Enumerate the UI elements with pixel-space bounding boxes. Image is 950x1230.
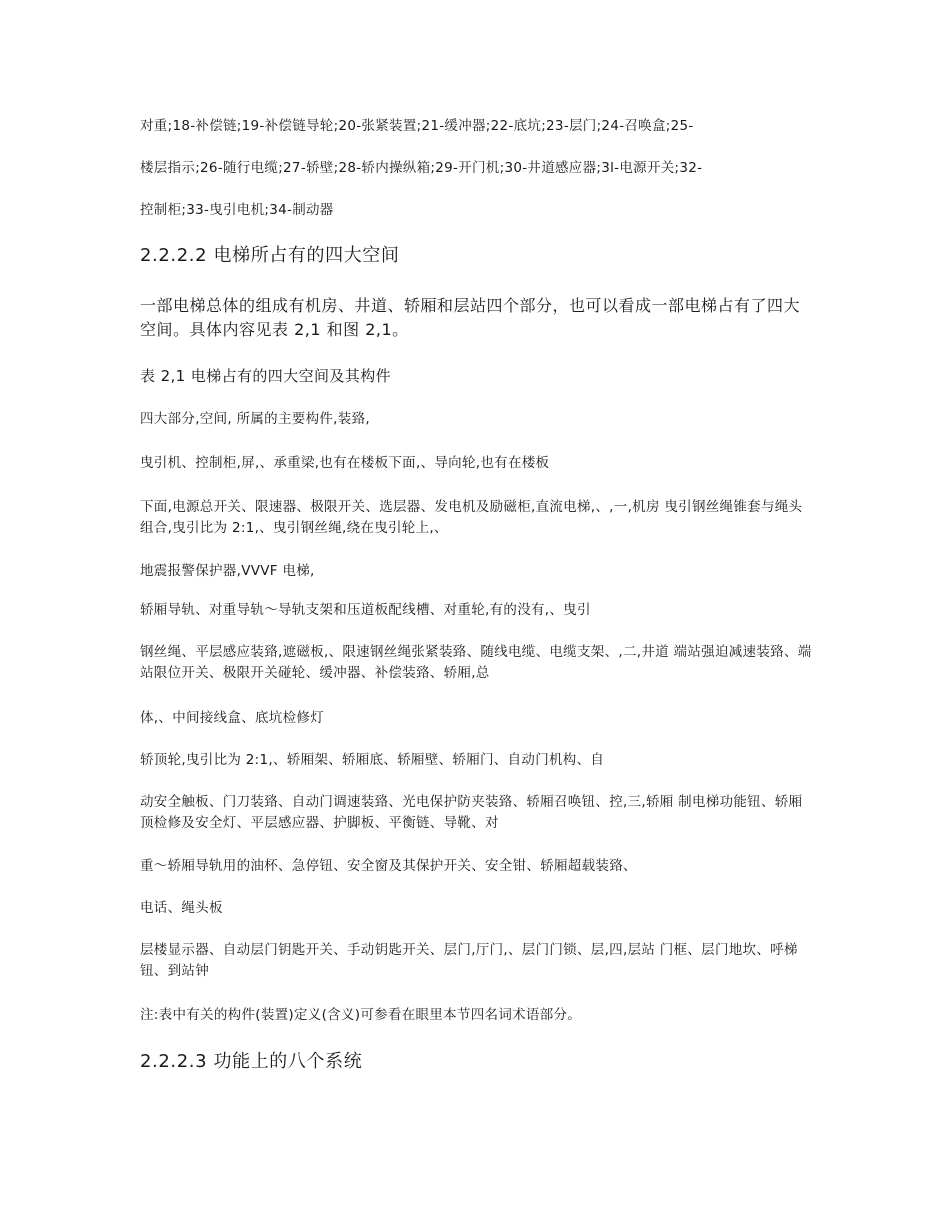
table-line: 动安全触板、门刀装臵、自动门调速装臵、光电保护防夹装臵、轿厢召唤钮、控,三,轿厢 制电梯功能钮、轿厢顶检修及安全灯、平层感应器、护脚板、平衡链、导靴、对 [140, 794, 803, 831]
legend-line-3: 控制柜;33-曳引电机;34-制动器 [140, 202, 334, 218]
section-heading-eight-systems: 2.2.2.3 功能上的八个系统 [140, 1051, 363, 1072]
table-line: 电话、绳头板 [140, 900, 223, 916]
table-caption: 表 2,1 电梯占有的四大空间及其构件 [140, 367, 391, 385]
legend-line-2: 楼层指示;26-随行电缆;27-轿壁;28-轿内操纵箱;29-开门机;30-井道感应器;3l-电源开关;32- [140, 160, 703, 176]
table-line: 体,、中间接线盒、底坑检修灯 [140, 710, 324, 726]
table-line: 重～轿厢导轨用的油杯、急停钮、安全窗及其保护开关、安全钳、轿厢超载装臵、 [140, 858, 637, 874]
table-line: 钢丝绳、平层感应装臵,遮磁板,、限速钢丝绳张紧装臵、随线电缆、电缆支架、,二,井道 端站强迫减速装臵、端站限位开关、极限开关碰轮、缓冲器、补偿装臵、轿厢,总 [140, 644, 812, 681]
table-line: 轿厢导轨、对重导轨～导轨支架和压道板配线槽、对重轮,有的没有,、曳引 [140, 602, 591, 618]
table-line: 四大部分,空间, 所属的主要构件,装臵, [140, 411, 370, 427]
table-note: 注:表中有关的构件(装置)定义(含义)可参看在眼里本节四名词术语部分。 [140, 1007, 582, 1023]
table-line: 轿顶轮,曳引比为 2:1,、轿厢架、轿厢底、轿厢壁、轿厢门、自动门机构、自 [140, 752, 605, 768]
legend-line-1: 对重;18-补偿链;19-补偿链导轮;20-张紧装置;21-缓冲器;22-底坑;23-层门;24-召唤盒;25- [140, 118, 694, 134]
table-line: 曳引机、控制柜,屏,、承重梁,也有在楼板下面,、导向轮,也有在楼板 [140, 455, 550, 471]
intro-paragraph: 一部电梯总体的组成有机房、井道、轿厢和层站四个部分，也可以看成一部电梯占有了四大空间。具体内容见表 2,1 和图 2,1。 [140, 296, 801, 339]
section-heading-four-spaces: 2.2.2.2 电梯所占有的四大空间 [140, 245, 400, 266]
table-line: 层楼显示器、自动层门钥匙开关、手动钥匙开关、层门,厅门,、层门门锁、层,四,层站 门框、层门地坎、呼梯钮、到站钟 [140, 942, 798, 979]
table-line: 下面,电源总开关、限速器、极限开关、选层器、发电机及励磁柜,直流电梯,、,一,机房 曳引钢丝绳锥套与绳头组合,曳引比为 2:1,、曳引钢丝绳,绕在曳引轮上,、 [140, 499, 803, 536]
table-line: 地震报警保护器,VVVF 电梯, [140, 563, 315, 579]
